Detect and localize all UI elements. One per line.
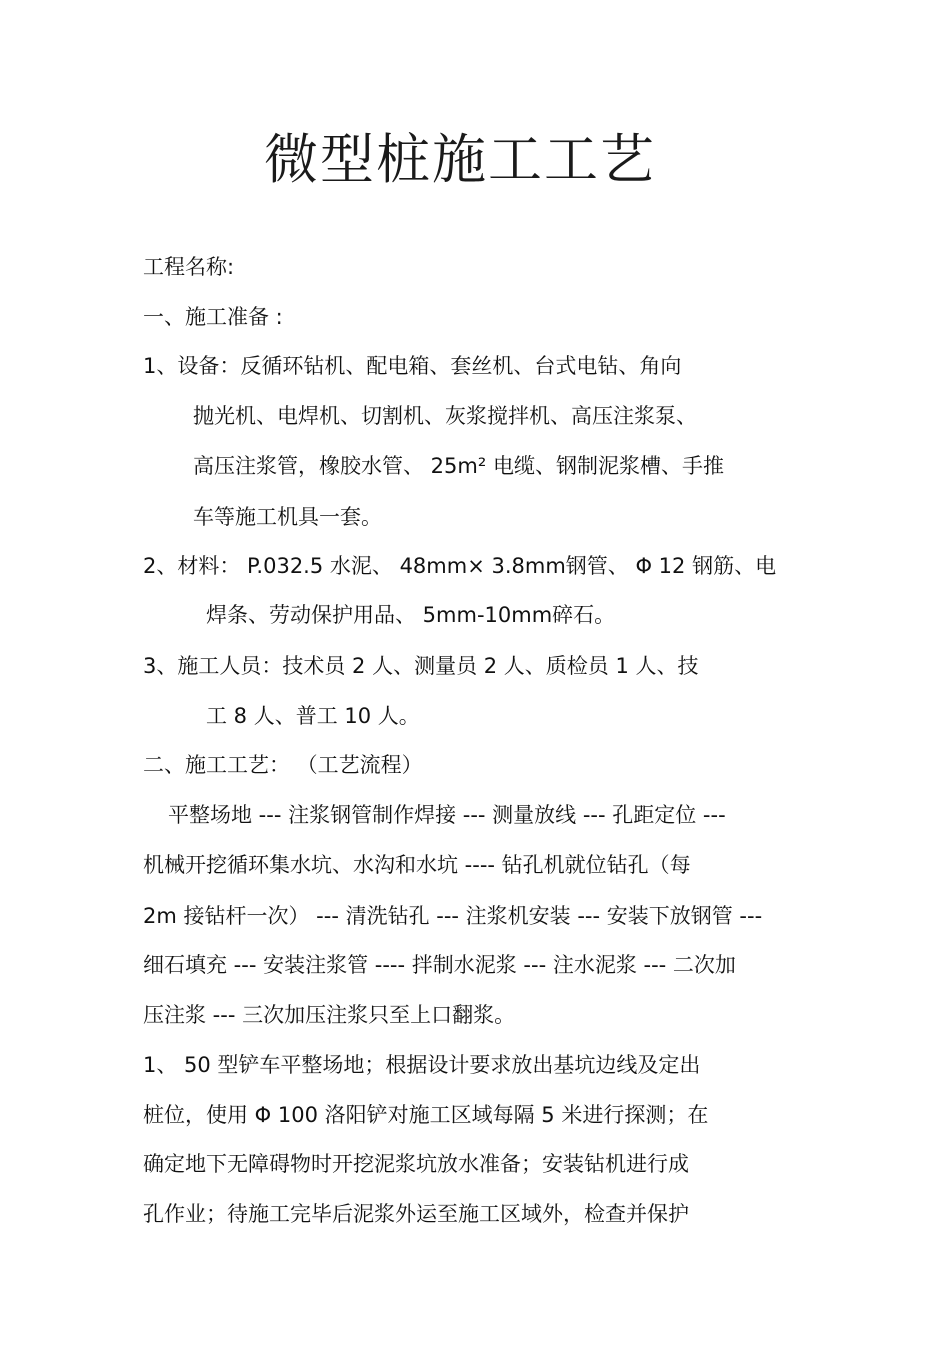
paragraph-line: 2m 接钻杆一次） --- 清洗钻孔 --- 注浆机安装 --- 安装下放钢管 --- [143, 904, 763, 928]
paragraph-line: 抛光机、电焊机、切割机、灰浆搅拌机、高压注浆泵、 [193, 404, 697, 428]
paragraph-line: 压注浆 --- 三次加压注浆只至上口翻浆。 [143, 1003, 516, 1027]
paragraph-line: 高压注浆管，橡胶水管、 25m² 电缆、钢制泥浆槽、手推 [193, 454, 724, 478]
paragraph-line: 2、材料： P.032.5 水泥、 48mm× 3.8mm钢管、 Φ 12 钢筋、电 [143, 554, 777, 578]
section-heading-process: 二、施工工艺： （工艺流程） [143, 753, 423, 777]
paragraph-line: 桩位，使用 Φ 100 洛阳铲对施工区域每隔 5 米进行探测；在 [143, 1103, 709, 1127]
paragraph-line: 确定地下无障碍物时开挖泥浆坑放水准备；安装钻机进行成 [143, 1152, 689, 1176]
paragraph-line: 机械开挖循环集水坑、水沟和水坑 ---- 钻孔机就位钻孔（每 [143, 853, 691, 877]
paragraph-line: 细石填充 --- 安装注浆管 ---- 拌制水泥浆 --- 注水泥浆 --- 二次加 [143, 953, 736, 977]
paragraph-line: 工 8 人、普工 10 人。 [206, 704, 420, 728]
paragraph-line: 焊条、劳动保护用品、 5mm-10mm碎石。 [206, 603, 616, 627]
paragraph-line: 平整场地 --- 注浆钢管制作焊接 --- 测量放线 --- 孔距定位 --- [168, 803, 726, 827]
paragraph-line: 孔作业；待施工完毕后泥浆外运至施工区域外，检查并保护 [143, 1202, 689, 1226]
paragraph-line: 车等施工机具一套。 [193, 505, 382, 529]
document-title: 微型桩施工工艺 [264, 128, 656, 191]
paragraph-line: 1、设备：反循环钻机、配电箱、套丝机、台式电钻、角向 [143, 354, 682, 378]
paragraph-line: 1、 50 型铲车平整场地；根据设计要求放出基坑边线及定出 [143, 1053, 701, 1077]
paragraph-line: 3、施工人员：技术员 2 人、测量员 2 人、质检员 1 人、技 [143, 654, 699, 678]
section-heading-preparation: 一、施工准备 : [143, 305, 283, 329]
project-name-line: 工程名称: [143, 255, 235, 279]
